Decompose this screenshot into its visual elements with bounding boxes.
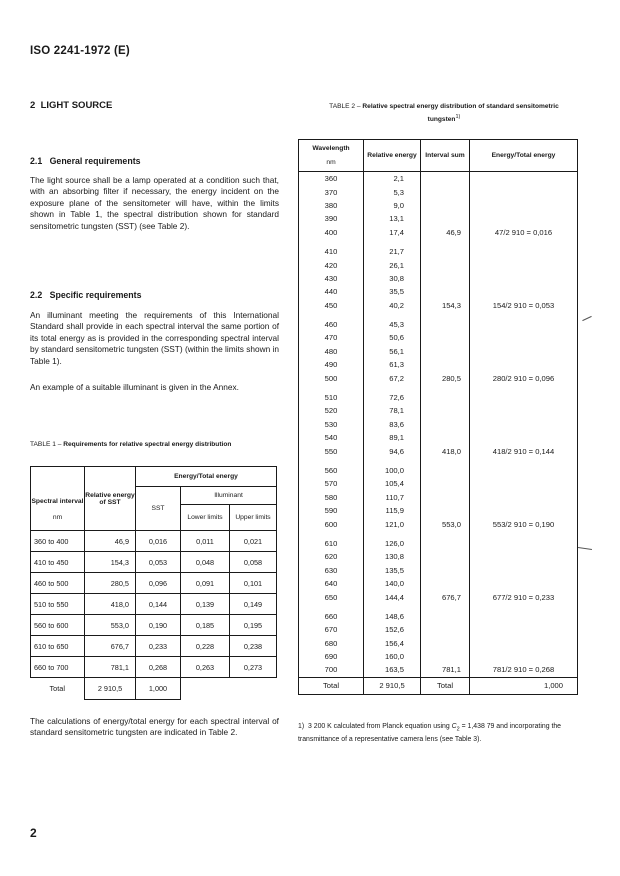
t2-cell-ratio: 677/2 910 = 0,233 <box>470 590 578 603</box>
t2-cell-relative: 9,0 <box>364 199 421 212</box>
t1-cell-lower: 0,091 <box>181 573 230 594</box>
t2-cell-wavelength: 460 <box>299 318 364 331</box>
caption-prefix: TABLE 1 – <box>30 441 64 448</box>
t1-cell-interval: 510 to 550 <box>31 594 85 615</box>
t2-cell-relative: 105,4 <box>364 477 421 490</box>
t2-cell-empty <box>470 258 578 271</box>
t2-cell-empty <box>421 331 470 344</box>
t2-header-ratio: Energy/Total energy <box>470 140 578 172</box>
t1-cell-interval: 360 to 400 <box>31 531 85 552</box>
t2-cell-empty <box>470 345 578 358</box>
t2-cell-wavelength: 660 <box>299 610 364 623</box>
t2-header-wavelength-label: Wavelength <box>312 145 350 152</box>
subsection-number: 2.1 <box>30 156 43 166</box>
t2-cell-empty <box>421 358 470 371</box>
t2-cell-relative: 50,6 <box>364 331 421 344</box>
t2-cell-wavelength: 590 <box>299 504 364 517</box>
t2-cell-relative: 130,8 <box>364 550 421 563</box>
t2-cell-wavelength: 640 <box>299 577 364 590</box>
t2-cell-wavelength: 540 <box>299 431 364 444</box>
t2-cell-relative: 17,4 <box>364 226 421 239</box>
t2-cell-empty <box>470 550 578 563</box>
t2-cell-empty <box>470 623 578 636</box>
t2-cell-empty <box>470 637 578 650</box>
t2-cell-empty <box>421 172 470 186</box>
t1-total-sst: 1,000 <box>136 678 181 700</box>
t2-cell-wavelength: 610 <box>299 537 364 550</box>
t2-cell-interval-sum: 676,7 <box>421 590 470 603</box>
t2-cell-empty <box>421 610 470 623</box>
t2-cell-empty <box>470 418 578 431</box>
t2-cell-wavelength: 600 <box>299 517 364 530</box>
t2-cell-empty <box>421 285 470 298</box>
t1-cell-interval: 410 to 450 <box>31 552 85 573</box>
t2-cell-wavelength: 700 <box>299 663 364 677</box>
t2-header-relative: Relative energy <box>364 140 421 172</box>
t2-cell-empty <box>421 318 470 331</box>
t2-cell-relative: 21,7 <box>364 245 421 258</box>
t1-cell-lower: 0,011 <box>181 531 230 552</box>
table-row <box>299 610 578 623</box>
table-row <box>299 172 578 186</box>
section-number: 2 <box>30 100 36 111</box>
t2-cell-relative: 5,3 <box>364 185 421 198</box>
t2-cell-relative: 163,5 <box>364 663 421 677</box>
general-requirements-text: The light source shall be a lamp operated at a condition such that, with an absorbing filter if necessary, the energy incident on the exposure plane of the sensitometer will have, within the limits shown in Table 1, the spectral distribution shown for standard sensitometric tungsten (SST) (see Table 2). <box>30 175 279 231</box>
table-row <box>299 212 578 225</box>
t2-cell-interval-sum: 418,0 <box>421 444 470 457</box>
margin-mark <box>582 316 591 321</box>
t1-cell-interval: 610 to 650 <box>31 636 85 657</box>
t2-cell-wavelength: 570 <box>299 477 364 490</box>
t2-cell-empty <box>421 564 470 577</box>
t1-cell-lower: 0,263 <box>181 657 230 678</box>
table-row <box>299 272 578 285</box>
t2-cell-empty <box>470 504 578 517</box>
t2-cell-empty <box>470 358 578 371</box>
table-row <box>299 637 578 650</box>
t2-cell-empty <box>421 212 470 225</box>
table-row <box>299 285 578 298</box>
t2-cell-empty <box>421 431 470 444</box>
table-row <box>31 657 277 678</box>
table-row <box>299 318 578 331</box>
subsection-number: 2.2 <box>30 290 43 300</box>
t2-cell-empty <box>421 245 470 258</box>
t2-total-label: Total <box>299 677 364 694</box>
t2-cell-relative: 78,1 <box>364 404 421 417</box>
table1 <box>30 466 277 700</box>
t1-empty-cell <box>230 678 277 700</box>
t2-cell-empty <box>470 272 578 285</box>
table-row <box>299 331 578 344</box>
subsection-heading-2-1 <box>30 156 141 166</box>
t2-cell-wavelength: 500 <box>299 371 364 384</box>
t2-cell-empty <box>470 391 578 404</box>
t2-cell-empty <box>421 404 470 417</box>
t2-cell-relative: 89,1 <box>364 431 421 444</box>
t1-cell-sst: 0,016 <box>136 531 181 552</box>
caption-title: Requirements for relative spectral energy distribution <box>63 441 232 448</box>
t2-cell-wavelength: 580 <box>299 491 364 504</box>
t2-cell-empty <box>470 285 578 298</box>
table-row <box>299 431 578 444</box>
t2-cell-empty <box>421 550 470 563</box>
table-row <box>299 477 578 490</box>
t2-cell-wavelength: 630 <box>299 564 364 577</box>
table-row <box>299 517 578 530</box>
t1-cell-interval: 460 to 500 <box>31 573 85 594</box>
table-row <box>299 358 578 371</box>
table1-caption <box>30 441 290 448</box>
t2-cell-empty <box>470 610 578 623</box>
t2-cell-wavelength: 530 <box>299 418 364 431</box>
caption-title: Relative spectral energy distribution of standard sensitometric tungsten <box>362 103 559 124</box>
t2-cell-ratio: 154/2 910 = 0,053 <box>470 299 578 312</box>
t2-cell-empty <box>470 404 578 417</box>
table-row <box>299 345 578 358</box>
t1-cell-lower: 0,139 <box>181 594 230 615</box>
t2-cell-empty <box>421 623 470 636</box>
section-title: LIGHT SOURCE <box>40 100 113 111</box>
t2-cell-wavelength: 620 <box>299 550 364 563</box>
t1-cell-sst: 0,096 <box>136 573 181 594</box>
t2-cell-relative: 45,3 <box>364 318 421 331</box>
t1-cell-upper: 0,101 <box>230 573 277 594</box>
t2-cell-empty <box>470 431 578 444</box>
table-row <box>299 577 578 590</box>
t2-cell-empty <box>470 245 578 258</box>
t1-header-upper: Upper limits <box>230 505 277 531</box>
t2-body <box>299 172 578 678</box>
caption-footnote-ref: 1) <box>455 114 461 120</box>
table-row <box>299 550 578 563</box>
t1-header-nm: nm <box>31 505 85 531</box>
t1-cell-upper: 0,021 <box>230 531 277 552</box>
t2-cell-wavelength: 510 <box>299 391 364 404</box>
footnote-c2-sub: 2 <box>456 726 460 733</box>
t1-cell-sst: 0,190 <box>136 615 181 636</box>
t2-cell-wavelength: 420 <box>299 258 364 271</box>
t2-cell-interval-sum: 553,0 <box>421 517 470 530</box>
t2-cell-empty <box>421 491 470 504</box>
footnote-text-b: = 1,438 79 and incorporating the transmittance of a representative camera lens (see Table 3). <box>298 723 562 743</box>
table-row <box>299 185 578 198</box>
table-row <box>299 226 578 239</box>
table-row <box>299 590 578 603</box>
t2-cell-empty <box>470 564 578 577</box>
subsection-title: Specific requirements <box>49 290 142 300</box>
t2-cell-relative: 156,4 <box>364 637 421 650</box>
table-row <box>299 245 578 258</box>
t1-cell-interval: 560 to 600 <box>31 615 85 636</box>
t2-cell-empty <box>470 185 578 198</box>
subsection-heading-2-2 <box>30 290 142 300</box>
t2-cell-wavelength: 430 <box>299 272 364 285</box>
t2-cell-ratio: 781/2 910 = 0,268 <box>470 663 578 677</box>
table2 <box>298 139 578 695</box>
table-row <box>31 594 277 615</box>
t2-cell-empty <box>421 537 470 550</box>
table-row <box>299 623 578 636</box>
t2-cell-empty <box>421 464 470 477</box>
t1-cell-upper: 0,273 <box>230 657 277 678</box>
table-row <box>31 531 277 552</box>
t2-cell-wavelength: 680 <box>299 637 364 650</box>
t1-cell-sst: 0,268 <box>136 657 181 678</box>
table-row <box>299 564 578 577</box>
t2-total-ratio: 1,000 <box>470 677 578 694</box>
t2-cell-ratio: 553/2 910 = 0,190 <box>470 517 578 530</box>
t2-cell-ratio: 418/2 910 = 0,144 <box>470 444 578 457</box>
caption-prefix: TABLE 2 – <box>329 103 363 110</box>
t2-cell-wavelength: 400 <box>299 226 364 239</box>
t2-cell-empty <box>421 185 470 198</box>
t2-cell-wavelength: 520 <box>299 404 364 417</box>
table-row <box>31 615 277 636</box>
t2-cell-empty <box>421 345 470 358</box>
t2-cell-relative: 126,0 <box>364 537 421 550</box>
t2-cell-relative: 26,1 <box>364 258 421 271</box>
t1-cell-lower: 0,048 <box>181 552 230 573</box>
t2-cell-relative: 13,1 <box>364 212 421 225</box>
t1-header-illuminant: Illuminant <box>181 487 277 505</box>
t2-cell-relative: 35,5 <box>364 285 421 298</box>
t2-cell-empty <box>421 650 470 663</box>
t2-cell-empty <box>421 258 470 271</box>
t2-cell-relative: 144,4 <box>364 590 421 603</box>
t2-header-wavelength <box>299 140 364 172</box>
t1-total-rel: 2 910,5 <box>85 678 136 700</box>
t1-empty-cell <box>181 678 230 700</box>
table2-footnote <box>298 722 580 744</box>
t2-cell-empty <box>470 491 578 504</box>
t2-cell-wavelength: 470 <box>299 331 364 344</box>
t2-cell-relative: 110,7 <box>364 491 421 504</box>
t2-cell-wavelength: 490 <box>299 358 364 371</box>
t2-cell-empty <box>421 199 470 212</box>
table-row <box>299 650 578 663</box>
t2-cell-wavelength: 440 <box>299 285 364 298</box>
t2-header-interval: Interval sum <box>421 140 470 172</box>
t2-cell-relative: 67,2 <box>364 371 421 384</box>
table-row <box>299 491 578 504</box>
calculation-note: The calculations of energy/total energy for each spectral interval of standard sensitometric tungsten are indicated in Table 2. <box>30 716 279 738</box>
t2-cell-wavelength: 550 <box>299 444 364 457</box>
table2-caption <box>314 101 574 125</box>
t1-cell-sst: 0,144 <box>136 594 181 615</box>
t1-cell-rel: 418,0 <box>85 594 136 615</box>
t1-cell-lower: 0,228 <box>181 636 230 657</box>
t1-header-relative: Relative energy of SST <box>85 467 136 531</box>
t1-body <box>31 531 277 678</box>
t1-cell-rel: 154,3 <box>85 552 136 573</box>
t2-cell-relative: 148,6 <box>364 610 421 623</box>
t2-cell-wavelength: 560 <box>299 464 364 477</box>
t2-cell-empty <box>421 477 470 490</box>
section-heading <box>30 100 112 111</box>
t2-cell-wavelength: 360 <box>299 172 364 186</box>
t2-cell-relative: 30,8 <box>364 272 421 285</box>
t2-cell-relative: 140,0 <box>364 577 421 590</box>
t2-cell-relative: 61,3 <box>364 358 421 371</box>
t2-cell-empty <box>470 577 578 590</box>
t2-cell-wavelength: 480 <box>299 345 364 358</box>
t2-cell-relative: 2,1 <box>364 172 421 186</box>
t2-cell-relative: 83,6 <box>364 418 421 431</box>
subsection-title: General requirements <box>49 156 141 166</box>
t2-cell-relative: 115,9 <box>364 504 421 517</box>
table-row <box>31 636 277 657</box>
t1-cell-rel: 781,1 <box>85 657 136 678</box>
t1-cell-upper: 0,238 <box>230 636 277 657</box>
t2-cell-wavelength: 380 <box>299 199 364 212</box>
t2-cell-ratio: 47/2 910 = 0,016 <box>470 226 578 239</box>
t2-cell-wavelength: 670 <box>299 623 364 636</box>
t2-cell-relative: 94,6 <box>364 444 421 457</box>
table-row <box>299 418 578 431</box>
margin-mark <box>578 547 592 550</box>
t2-cell-wavelength: 450 <box>299 299 364 312</box>
specific-requirements-text: An illuminant meeting the requirements of this International Standard shall provide in each spectral interval the same portion of its total energy as is provided in the corresponding spectral interval by standard sensitometric tungsten (SST) (within the limits shown in Table 1). <box>30 310 280 366</box>
t2-total-rel: 2 910,5 <box>364 677 421 694</box>
t2-cell-empty <box>470 212 578 225</box>
table-row <box>299 504 578 517</box>
t1-cell-rel: 46,9 <box>85 531 136 552</box>
t2-cell-relative: 100,0 <box>364 464 421 477</box>
t2-cell-interval-sum: 781,1 <box>421 663 470 677</box>
table-row <box>299 391 578 404</box>
annex-note: An example of a suitable illuminant is given in the Annex. <box>30 382 239 392</box>
t1-header-interval: Spectral interval <box>31 467 85 505</box>
t2-cell-relative: 72,6 <box>364 391 421 404</box>
t2-cell-empty <box>470 650 578 663</box>
t1-cell-upper: 0,195 <box>230 615 277 636</box>
t2-cell-empty <box>470 464 578 477</box>
t2-cell-relative: 135,5 <box>364 564 421 577</box>
t1-cell-rel: 280,5 <box>85 573 136 594</box>
t1-cell-rel: 553,0 <box>85 615 136 636</box>
t2-cell-wavelength: 410 <box>299 245 364 258</box>
t1-cell-upper: 0,058 <box>230 552 277 573</box>
table-row <box>299 537 578 550</box>
t1-cell-interval: 660 to 700 <box>31 657 85 678</box>
t1-cell-rel: 676,7 <box>85 636 136 657</box>
table-row <box>299 404 578 417</box>
t2-cell-wavelength: 370 <box>299 185 364 198</box>
t2-header-nm: nm <box>326 159 336 166</box>
t2-cell-empty <box>421 272 470 285</box>
page-number: 2 <box>30 826 37 840</box>
t2-cell-wavelength: 390 <box>299 212 364 225</box>
footnote-text-a: 3 200 K calculated from Planck equation using <box>307 723 452 730</box>
t1-total-label: Total <box>31 678 85 700</box>
t1-cell-upper: 0,149 <box>230 594 277 615</box>
t2-cell-wavelength: 650 <box>299 590 364 603</box>
table-row <box>299 258 578 271</box>
t1-cell-sst: 0,053 <box>136 552 181 573</box>
t2-cell-relative: 160,0 <box>364 650 421 663</box>
t2-cell-relative: 121,0 <box>364 517 421 530</box>
t2-cell-empty <box>421 637 470 650</box>
document-header: ISO 2241-1972 (E) <box>30 45 130 57</box>
t1-header-sst: SST <box>136 487 181 531</box>
t2-cell-empty <box>421 418 470 431</box>
footnote-c2: C <box>451 723 457 730</box>
t1-cell-sst: 0,233 <box>136 636 181 657</box>
t1-cell-lower: 0,185 <box>181 615 230 636</box>
t2-cell-relative: 40,2 <box>364 299 421 312</box>
footnote-marker: 1) <box>298 723 305 730</box>
t2-cell-relative: 152,6 <box>364 623 421 636</box>
t2-cell-empty <box>470 537 578 550</box>
t1-header-energy-total: Energy/Total energy <box>136 467 277 487</box>
t2-cell-interval-sum: 280,5 <box>421 371 470 384</box>
table-row <box>31 573 277 594</box>
table-row <box>299 199 578 212</box>
t2-cell-empty <box>421 391 470 404</box>
t2-cell-interval-sum: 46,9 <box>421 226 470 239</box>
t1-header-lower: Lower limits <box>181 505 230 531</box>
t2-total-sum-label: Total <box>421 677 470 694</box>
t2-cell-relative: 56,1 <box>364 345 421 358</box>
t2-cell-empty <box>470 199 578 212</box>
t2-cell-wavelength: 690 <box>299 650 364 663</box>
t2-cell-empty <box>421 504 470 517</box>
t2-cell-empty <box>470 331 578 344</box>
t2-cell-empty <box>470 477 578 490</box>
table-row <box>299 464 578 477</box>
table-row <box>299 371 578 384</box>
table-row <box>299 444 578 457</box>
t2-cell-empty <box>470 172 578 186</box>
t2-cell-ratio: 280/2 910 = 0,096 <box>470 371 578 384</box>
table-row <box>31 552 277 573</box>
t2-cell-empty <box>470 318 578 331</box>
table-row <box>299 299 578 312</box>
t2-cell-empty <box>421 577 470 590</box>
table-row <box>299 663 578 677</box>
t2-cell-interval-sum: 154,3 <box>421 299 470 312</box>
